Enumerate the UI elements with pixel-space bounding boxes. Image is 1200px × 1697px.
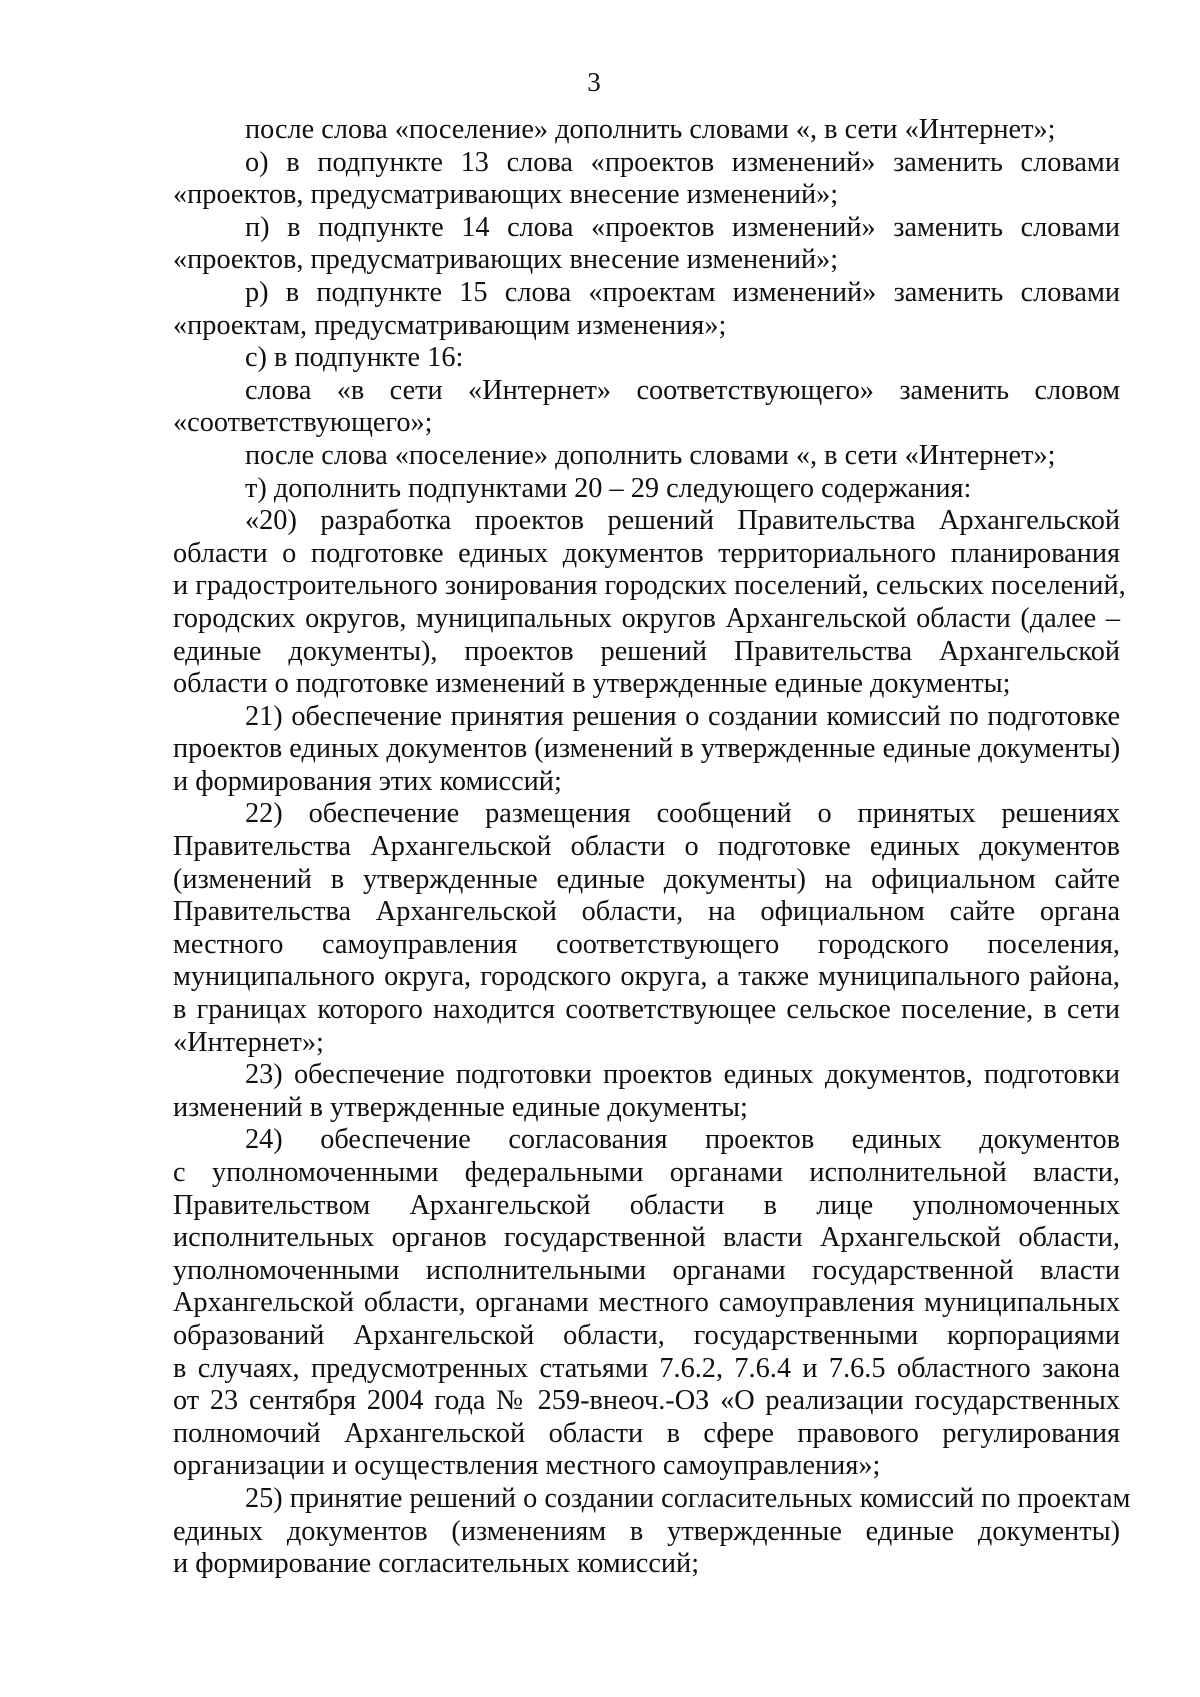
text-line: 24) обеспечение согласования проектов единых документов [245,1124,1120,1156]
text-line: местного самоуправления соответствующего городского поселения, [173,928,1120,960]
text-line: единые документы), проектов решений Правительства Архангельской [173,635,1120,667]
text-line: муниципального округа, городского округа, а также муниципального района, [173,961,1120,993]
text-line: Архангельской области, органами местного самоуправления муниципальных [173,1287,1120,1319]
text-line: образований Архангельской области, государственными корпорациями [173,1319,1120,1351]
text-line: (изменений в утвержденные единые документы) на официальном сайте [173,863,1120,895]
text-line: Правительством Архангельской области в лице уполномоченных [173,1189,1120,1221]
text-line: слова «в сети «Интернет» соответствующего» заменить словом [245,374,1120,406]
text-line: городских округов, муниципальных округов Архангельской области (далее – [173,602,1120,634]
text-line: «проектов, предусматривающих внесение изменений»; [173,244,839,276]
text-line: Правительства Архангельской области, на официальном сайте органа [173,896,1120,928]
text-line: с) в подпункте 16: [245,342,464,374]
text-line: исполнительных органов государственной власти Архангельской области, [173,1222,1120,1254]
text-line: п) в подпункте 14 слова «проектов изменений» заменить словами [245,211,1120,243]
text-line: единых документов (изменениям в утвержденные единые документы) [173,1515,1120,1547]
text-line: полномочий Архангельской области в сфере правового регулирования [173,1417,1120,1449]
text-line: изменений в утвержденные единые документы; [173,1091,748,1123]
text-line: «проектам, предусматривающим изменения»; [173,309,727,341]
text-line: организации и осуществления местного самоуправления»; [173,1450,881,1482]
text-line: после слова «поселение» дополнить словами «, в сети «Интернет»; [245,439,1056,471]
page-number: 3 [587,67,601,97]
text-line: области о подготовке единых документов территориального планирования [173,537,1120,569]
text-line: и формирования этих комиссий; [173,765,562,797]
text-line: «соответствующего»; [173,407,433,439]
text-line: «проектов, предусматривающих внесение изменений»; [173,179,839,211]
text-line: в границах которого находится соответствующее сельское поселение, в сети [173,994,1120,1026]
text-line: 25) принятие решений о создании согласительных комиссий по проектам [245,1482,1131,1514]
text-line: после слова «поселение» дополнить словами «, в сети «Интернет»; [245,114,1056,145]
text-line: и формирование согласительных комиссий; [173,1548,700,1580]
text-line: в случаях, предусмотренных статьями 7.6.2, 7.6.4 и 7.6.5 областного закона [173,1352,1120,1384]
text-line: области о подготовке изменений в утвержденные единые документы; [173,668,1011,700]
text-line: р) в подпункте 15 слова «проектам изменений» заменить словами [245,276,1120,308]
text-line: 21) обеспечение принятия решения о создании комиссий по подготовке [245,700,1120,732]
text-line: 23) обеспечение подготовки проектов единых документов, подготовки [245,1059,1120,1091]
text-line: т) дополнить подпунктами 20 – 29 следующего содержания: [245,472,972,504]
text-line: «20) разработка проектов решений Правительства Архангельской [245,505,1120,537]
text-line: и градостроительного зонирования городских поселений, сельских поселений, [173,570,1126,602]
text-line: с уполномоченными федеральными органами исполнительной власти, [173,1157,1120,1188]
text-line: Правительства Архангельской области о подготовке единых документов [173,831,1120,863]
document-body [173,114,1131,1581]
text-line: от 23 сентября 2004 года № 259-внеоч.-ОЗ «О реализации государственных [173,1385,1120,1417]
text-line: «Интернет»; [173,1026,324,1058]
text-line: проектов единых документов (изменений в утвержденные единые документы) [173,733,1121,765]
text-line: о) в подпункте 13 слова «проектов изменений» заменить словами [245,146,1120,178]
text-line: уполномоченными исполнительными органами государственной власти [173,1254,1120,1286]
text-line: 22) обеспечение размещения сообщений о принятых решениях [245,798,1120,830]
